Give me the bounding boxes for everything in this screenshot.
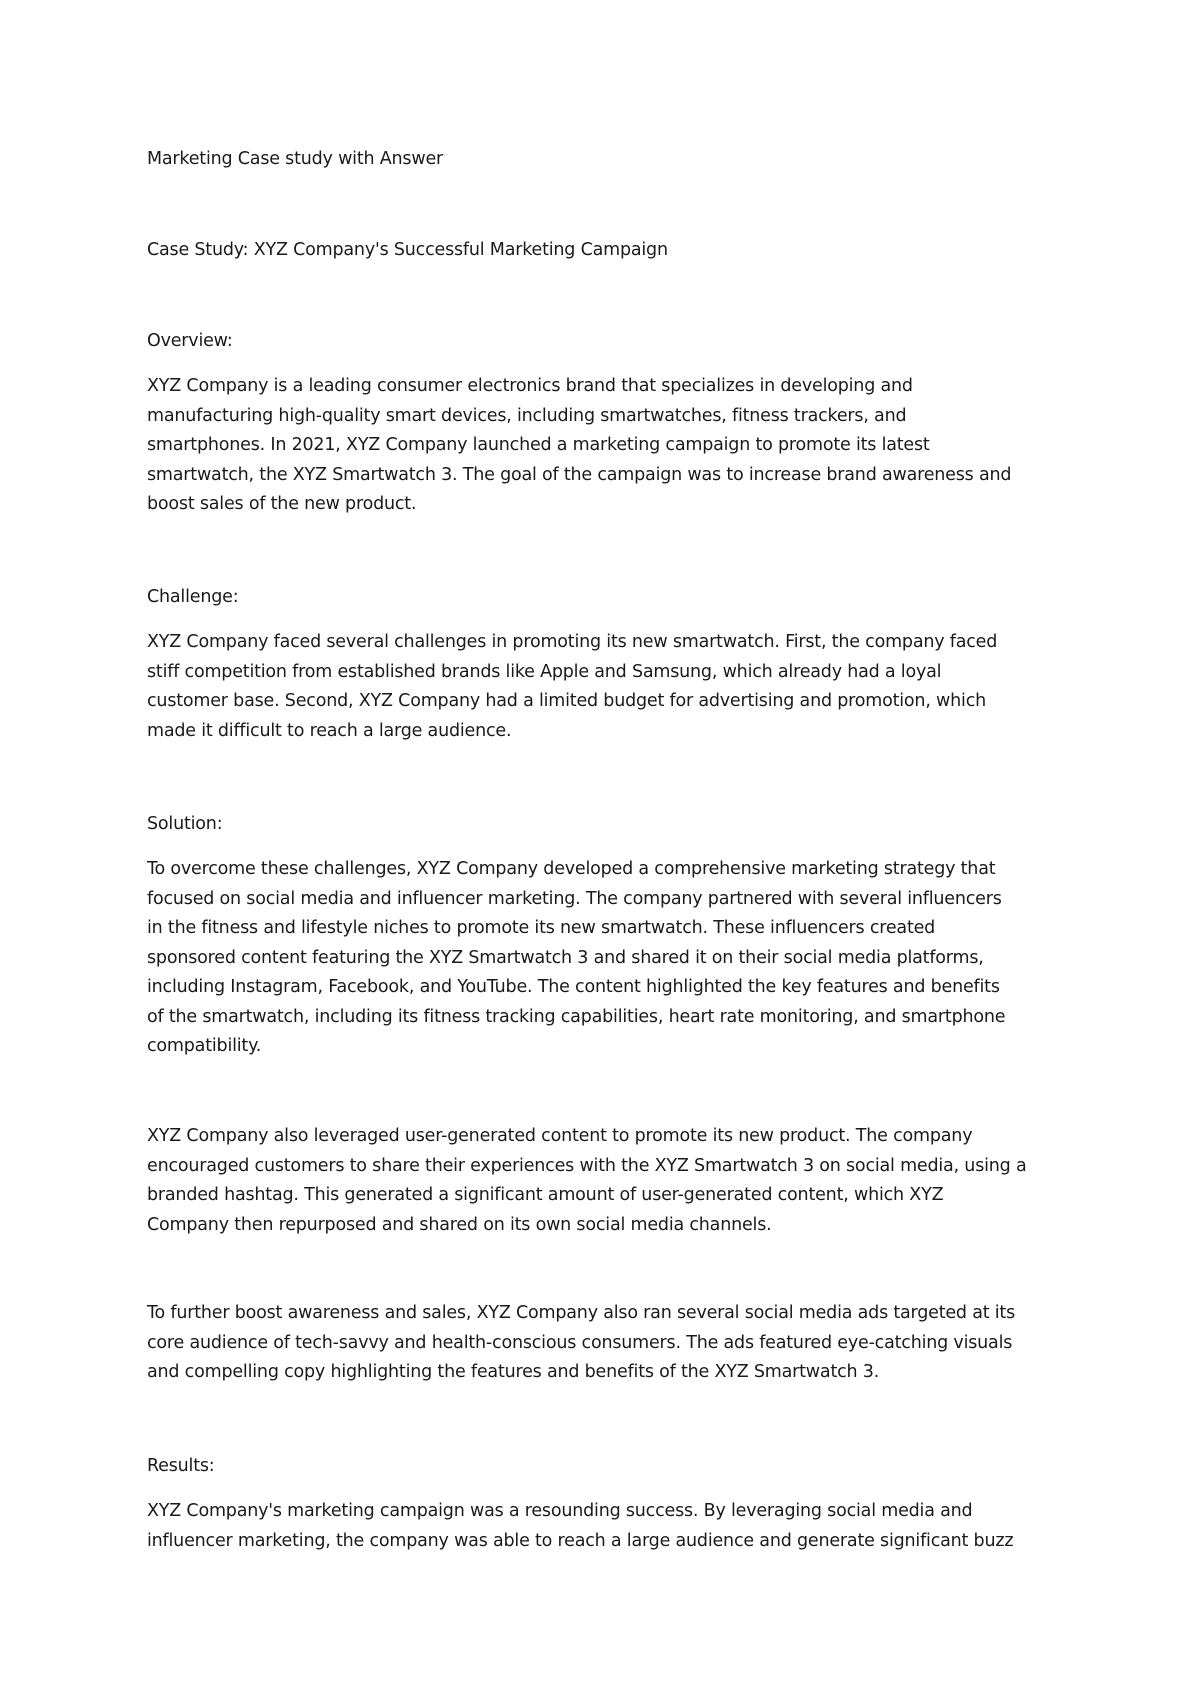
results-line: influencer marketing, the company was able to reach a large audience and generate significant buzz	[147, 1530, 1014, 1551]
solution-line: focused on social media and influencer marketing. The company partnered with several influencers	[147, 888, 1002, 909]
solution-line: core audience of tech-savvy and health-conscious consumers. The ads featured eye-catching visuals	[147, 1332, 1013, 1353]
solution-line: Company then repurposed and shared on its own social media channels.	[147, 1214, 772, 1235]
results-heading: Results:	[147, 1456, 215, 1476]
challenge-heading: Challenge:	[147, 587, 239, 607]
solution-line: branded hashtag. This generated a significant amount of user-generated content, which XYZ	[147, 1185, 944, 1205]
solution-paragraph-2	[147, 1122, 1026, 1240]
overview-line: smartwatch, the XYZ Smartwatch 3. The goal of the campaign was to increase brand awareness and	[147, 464, 1012, 485]
solution-line: compatibility.	[147, 1036, 262, 1056]
overview-paragraph	[147, 372, 1011, 520]
solution-paragraph-3	[147, 1299, 1015, 1388]
overview-line: boost sales of the new product.	[147, 494, 417, 514]
results-paragraph	[147, 1497, 1013, 1556]
challenge-line: made it difficult to reach a large audience.	[147, 720, 512, 741]
overview-line: XYZ Company is a leading consumer electronics brand that specializes in developing and	[147, 376, 913, 396]
overview-line: smartphones. In 2021, XYZ Company launched a marketing campaign to promote its latest	[147, 435, 930, 455]
solution-line: and compelling copy highlighting the features and benefits of the XYZ Smartwatch 3.	[147, 1362, 880, 1382]
challenge-line: customer base. Second, XYZ Company had a limited budget for advertising and promotion, which	[147, 691, 987, 711]
document-title: Marketing Case study with Answer	[147, 149, 444, 169]
challenge-paragraph	[147, 628, 997, 746]
results-line: XYZ Company's marketing campaign was a resounding success. By leveraging social media and	[147, 1501, 973, 1521]
challenge-line: XYZ Company faced several challenges in promoting its new smartwatch. First, the company faced	[147, 632, 998, 652]
overview-line: manufacturing high-quality smart devices, including smartwatches, fitness trackers, and	[147, 405, 907, 426]
solution-line: To overcome these challenges, XYZ Company developed a comprehensive marketing strategy that	[147, 859, 996, 879]
solution-line: of the smartwatch, including its fitness tracking capabilities, heart rate monitoring, and smartphone	[147, 1006, 1006, 1027]
solution-paragraph-1	[147, 855, 1005, 1062]
solution-line: To further boost awareness and sales, XYZ Company also ran several social media ads targeted at its	[147, 1303, 1015, 1323]
solution-line: in the fitness and lifestyle niches to promote its new smartwatch. These influencers created	[147, 918, 936, 938]
solution-line: XYZ Company also leveraged user-generated content to promote its new product. The company	[147, 1126, 973, 1146]
overview-heading: Overview:	[147, 331, 233, 351]
solution-line: encouraged customers to share their experiences with the XYZ Smartwatch 3 on social media, using a	[147, 1155, 1027, 1176]
challenge-line: stiff competition from established brands like Apple and Samsung, which already had a loyal	[147, 661, 942, 682]
solution-line: sponsored content featuring the XYZ Smartwatch 3 and shared it on their social media platforms,	[147, 947, 984, 968]
solution-line: including Instagram, Facebook, and YouTube. The content highlighted the key features and benefits	[147, 977, 1000, 997]
case-study-title: Case Study: XYZ Company's Successful Marketing Campaign	[147, 240, 668, 260]
solution-heading: Solution:	[147, 814, 223, 834]
